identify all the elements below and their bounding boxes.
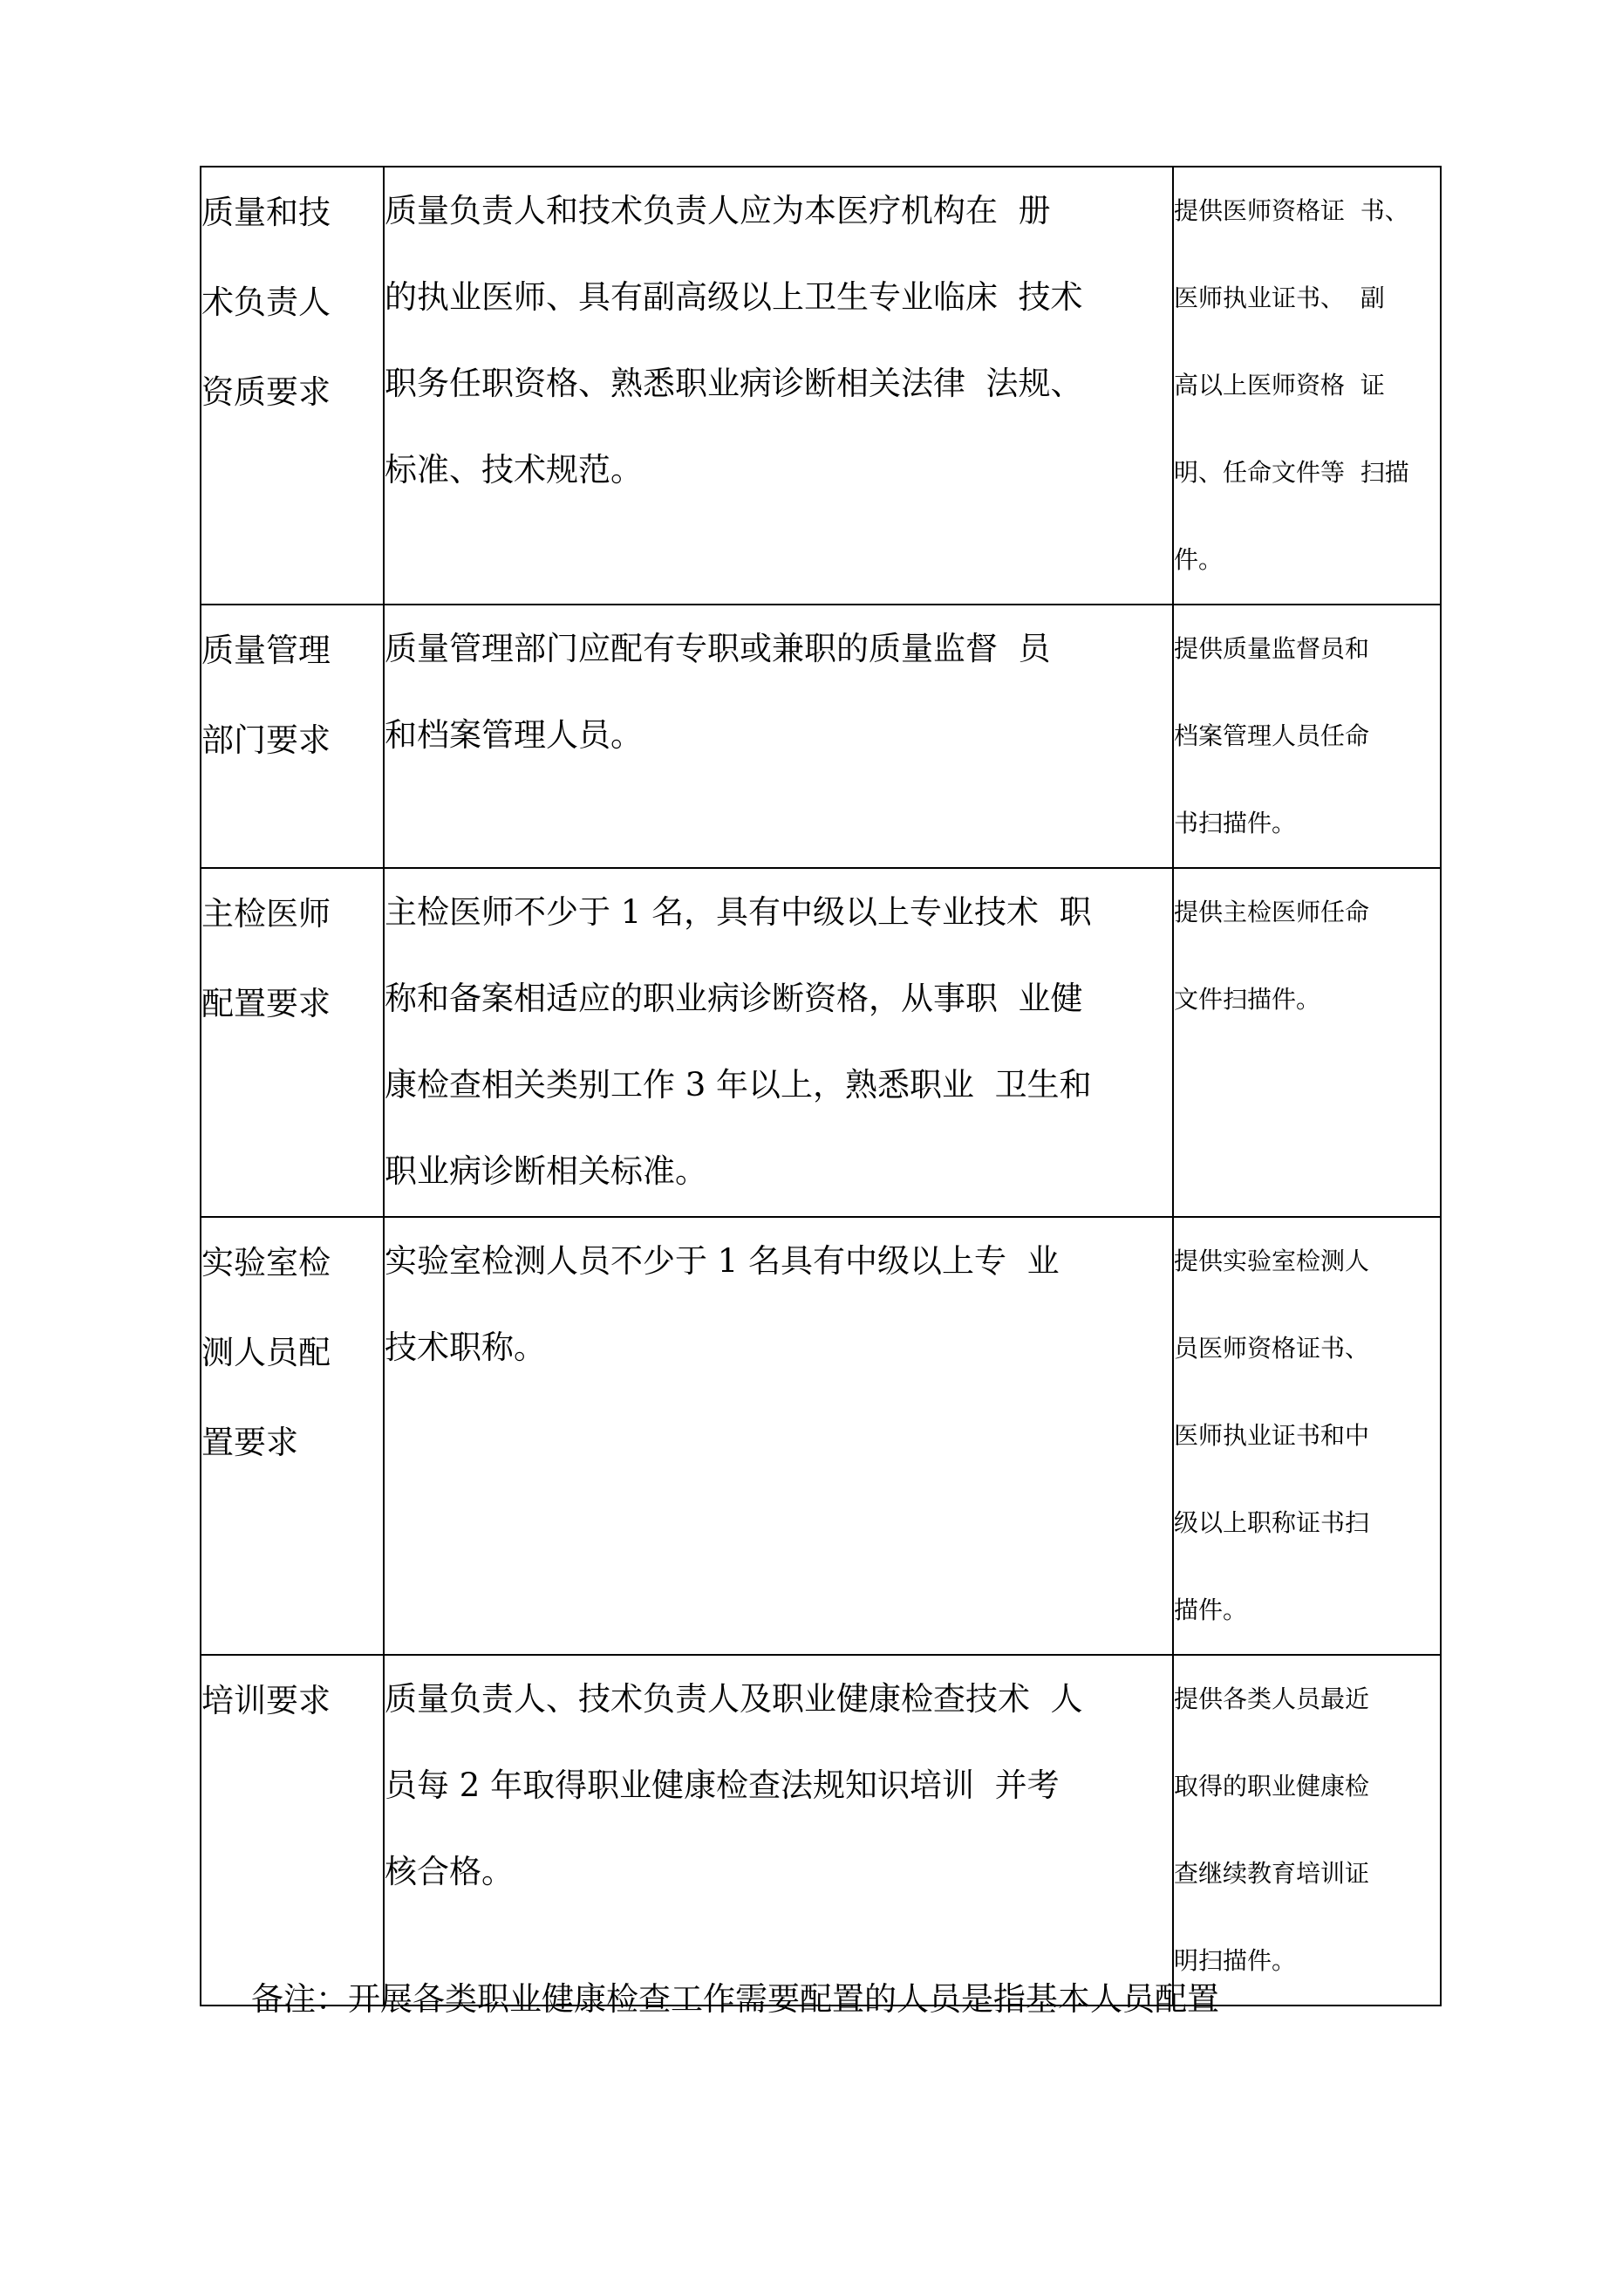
item-text-line: 质量管理	[201, 632, 331, 669]
item-cell	[201, 1655, 384, 2006]
materials-text-line: 取得的职业健康检	[1174, 1772, 1370, 1801]
materials-text-line: 文件扫描件。	[1174, 985, 1321, 1014]
materials-text-line: 书扫描件。	[1174, 809, 1297, 837]
materials-text-line: 明扫描件。	[1174, 1946, 1297, 1975]
requirement-text-line: 核合格。	[385, 1853, 514, 1890]
item-text-line: 部门要求	[201, 721, 331, 759]
materials-text-line: 提供主检医师任命	[1174, 898, 1370, 926]
table-row	[201, 868, 1441, 1217]
item-text-line: 术负责人	[201, 284, 331, 321]
requirement-text-line: 主检医师不少于 1 名，具有中级以上专业技术 职	[385, 893, 1092, 931]
item-text-line: 测人员配	[201, 1334, 331, 1371]
requirement-text-line: 技术职称。	[385, 1329, 546, 1366]
materials-text-line: 级以上职称证书扫	[1174, 1508, 1370, 1537]
requirement-text-line: 质量负责人、技术负责人及职业健康检查技术 人	[385, 1680, 1083, 1718]
table-row	[201, 1655, 1441, 2006]
requirement-text-line: 实验室检测人员不少于 1 名具有中级以上专 业	[385, 1242, 1060, 1280]
materials-text-line: 提供质量监督员和	[1174, 634, 1370, 663]
item-text-line: 质量和技	[201, 194, 331, 231]
item-cell	[201, 1217, 384, 1655]
materials-text-line: 明、任命文件等 扫描	[1174, 458, 1409, 487]
item-text-line: 主检医师	[201, 895, 331, 933]
requirement-text-line: 和档案管理人员。	[385, 716, 643, 754]
item-text-line: 置要求	[201, 1424, 298, 1461]
requirement-text-line: 职务任职资格、熟悉职业病诊断相关法律 法规、	[385, 365, 1083, 402]
materials-text-line: 高以上医师资格 证	[1174, 371, 1385, 400]
materials-text-line: 查继续教育培训证	[1174, 1859, 1370, 1888]
materials-text-line: 提供各类人员最近	[1174, 1684, 1370, 1713]
materials-cell	[1173, 1217, 1441, 1655]
requirement-cell	[384, 868, 1173, 1217]
materials-text-line: 档案管理人员任命	[1174, 721, 1370, 750]
requirement-cell	[384, 1655, 1173, 2006]
materials-text-line: 医师执业证书、 副	[1174, 284, 1385, 312]
item-text-line: 培训要求	[201, 1682, 331, 1719]
materials-text-line: 提供医师资格证 书、	[1174, 196, 1409, 225]
materials-text-line: 件。	[1174, 545, 1224, 574]
requirement-text-line: 的执业医师、具有副高级以上卫生专业临床 技术	[385, 278, 1083, 316]
materials-text-line: 员医师资格证书、	[1174, 1334, 1370, 1363]
requirement-text-line: 职业病诊断相关标准。	[385, 1152, 707, 1190]
materials-text-line: 医师执业证书和中	[1174, 1421, 1370, 1450]
materials-cell	[1173, 1655, 1441, 2006]
requirement-text-line: 康检查相关类别工作 3 年以上，熟悉职业 卫生和	[385, 1066, 1092, 1104]
item-cell	[201, 605, 384, 868]
requirement-text-line: 称和备案相适应的职业病诊断资格，从事职 业健	[385, 980, 1083, 1017]
materials-cell	[1173, 868, 1441, 1217]
requirement-text-line: 标准、技术规范。	[385, 451, 643, 489]
table-row	[201, 167, 1441, 605]
item-cell	[201, 167, 384, 605]
table-row	[201, 605, 1441, 868]
requirement-text-line: 质量管理部门应配有专职或兼职的质量监督 员	[385, 630, 1051, 667]
materials-cell	[1173, 605, 1441, 868]
materials-text-line: 描件。	[1174, 1596, 1248, 1624]
item-text-line: 资质要求	[201, 373, 331, 411]
table-row	[201, 1217, 1441, 1655]
item-text-line: 配置要求	[201, 985, 331, 1022]
requirements-table	[200, 166, 1442, 2006]
materials-text-line: 提供实验室检测人	[1174, 1247, 1370, 1275]
materials-cell	[1173, 167, 1441, 605]
remark-note: 备注：开展各类职业健康检查工作需要配置的人员是指基本人员配置	[251, 1980, 1219, 2018]
requirement-cell	[384, 1217, 1173, 1655]
item-cell	[201, 868, 384, 1217]
requirement-text-line: 质量负责人和技术负责人应为本医疗机构在 册	[385, 192, 1051, 229]
item-text-line: 实验室检	[201, 1244, 331, 1281]
requirement-cell	[384, 167, 1173, 605]
requirement-text-line: 员每 2 年取得职业健康检查法规知识培训 并考	[385, 1766, 1060, 1804]
requirement-cell	[384, 605, 1173, 868]
